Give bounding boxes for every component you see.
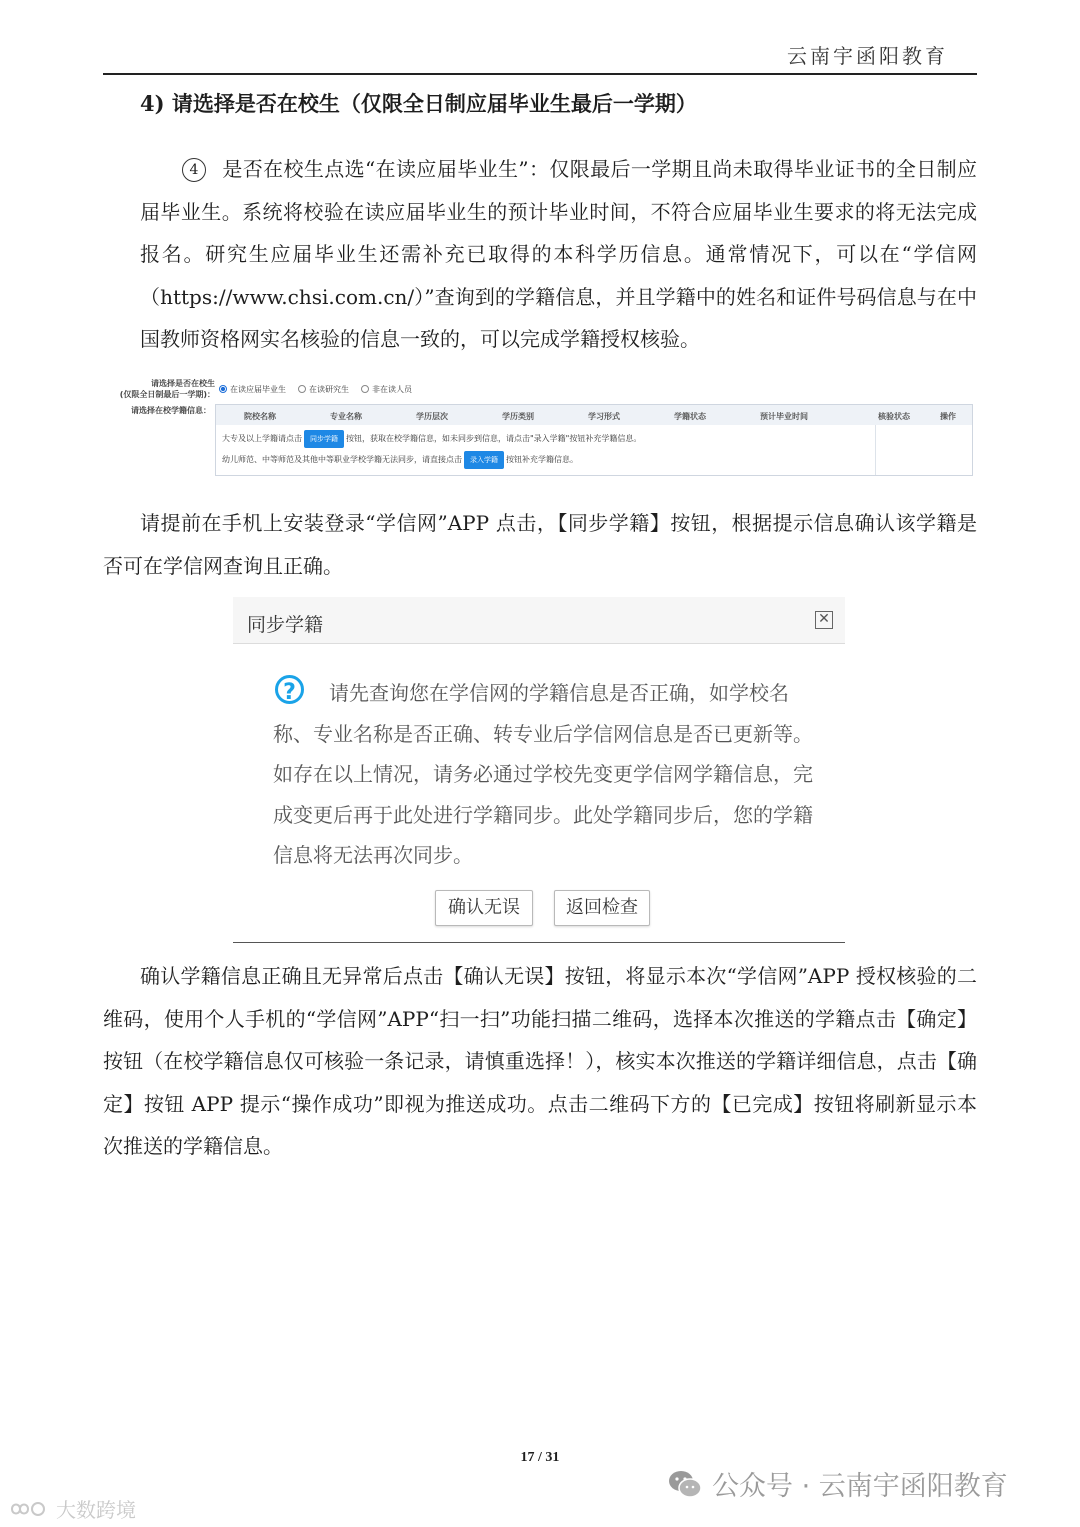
left-watermark-text: 大数跨境 [56, 1498, 136, 1522]
dialog-bottom-rule [233, 942, 845, 943]
table-header [216, 405, 972, 425]
item-number: 4 [182, 158, 206, 182]
sync-status-dialog [233, 597, 845, 943]
question-icon: ? [275, 675, 304, 704]
close-icon[interactable]: ✕ [815, 611, 833, 629]
dialog-title: 同步学籍 [247, 614, 324, 636]
enter-status-button[interactable]: 录入学籍 [464, 451, 504, 469]
status-label-line1: 请选择是否在校生 [151, 379, 215, 388]
table-divider [875, 425, 876, 475]
col-category: 学历类别 [502, 412, 534, 421]
radio-icon [298, 385, 306, 393]
radio-selected-icon [219, 385, 227, 393]
col-major: 专业名称 [330, 412, 362, 421]
page-number: 17 / 31 [520, 1450, 560, 1465]
radio-icon [361, 385, 369, 393]
paragraph-3: 确认学籍信息正确且无异常后点击【确认无误】按钮，将显示本次“学信网”APP 授权核验的二维码，使用个人手机的“学信网”APP“扫一扫”功能扫描二维码，选择本次推送的学籍点击【确定】按钮（在校学籍信息仅可核验一条记录，请慎重选择！），核实本次推送的学籍详细信息，点击【确定】按钮 APP 提示“操作成功”即视为推送成功。点击二维码下方的【已完成】按钮将刷新显示本次推送的学籍信息。 [103, 964, 977, 1158]
status-label-line2: (仅限全日制最后一学期)： [119, 390, 215, 399]
confirm-button[interactable]: 确认无误 [435, 890, 533, 926]
table-row: 幼儿师范、中等师范及其他中等职业学校学籍无法同步，请直接点击 录入学籍 按钮补充学籍信息。 [222, 451, 578, 469]
radio-option-graduate[interactable]: 在读应届毕业生 [219, 384, 286, 395]
watermark-text: 公众号 · 云南宇函阳教育 [712, 1471, 1008, 1502]
wechat-watermark [668, 1464, 1008, 1503]
col-grad-date: 预计毕业时间 [760, 412, 808, 421]
col-status: 学籍状态 [674, 412, 706, 421]
status-radio-group [219, 384, 412, 395]
col-mode: 学习形式 [588, 412, 620, 421]
student-status-table [215, 404, 973, 476]
radio-option-not-enrolled[interactable]: 非在读人员 [361, 384, 412, 395]
infinity-logo-icon [10, 1499, 50, 1519]
left-watermark [10, 1494, 136, 1523]
col-verify: 核验状态 [878, 412, 910, 421]
table-row: 大专及以上学籍请点击 同步学籍 按钮，获取在校学籍信息，如未同步到信息，请点击"录入学籍"按钮补充学籍信息。 [222, 430, 641, 448]
dialog-message: 请先查询您在学信网的学籍信息是否正确，如学校名称、专业名称是否正确、转专业后学信网信息是否已更新等。如存在以上情况，请务必通过学校先变更学信网学籍信息，完成变更后再于此处进行学籍同步。此处学籍同步后，您的学籍信息将无法再次同步。 [273, 681, 813, 868]
dialog-title-bar [233, 597, 845, 644]
radio-option-postgraduate[interactable]: 在读研究生 [298, 384, 349, 395]
col-school: 院校名称 [244, 412, 276, 421]
col-level: 学历层次 [416, 412, 448, 421]
paragraph-1-text: 是否在校生点选“在读应届毕业生”：仅限最后一学期且尚未取得毕业证书的全日制应届毕业生。系统将校验在读应届毕业生的预计毕业时间，不符合应届毕业生要求的将无法完成报名。研究生应届毕业生还需补充已取得的本科学历信息。通常情况下，可以在“学信网（https://www.chsi.com.cn/）”查询到的学籍信息，并且学籍中的姓名和证件号码信息与在中国教师资格网实名核验的信息一致的，可以完成学籍授权核验。 [140, 157, 977, 351]
wechat-icon [668, 1469, 702, 1499]
return-check-button[interactable]: 返回检查 [554, 890, 650, 926]
student-status-form-screenshot [103, 372, 973, 477]
col-action: 操作 [940, 412, 956, 421]
paragraph-1 [140, 148, 977, 361]
header-rule [103, 73, 977, 75]
section-heading: 4) 请选择是否在校生（仅限全日制应届毕业生最后一学期） [140, 91, 697, 116]
sync-status-button[interactable]: 同步学籍 [304, 430, 344, 448]
header-title: 云南宇函阳教育 [787, 44, 948, 68]
paragraph-2: 请提前在手机上安装登录“学信网”APP 点击，【同步学籍】按钮，根据提示信息确认该学籍是否可在学信网查询且正确。 [103, 511, 977, 578]
school-info-label: 请选择在校学籍信息： [131, 406, 211, 415]
